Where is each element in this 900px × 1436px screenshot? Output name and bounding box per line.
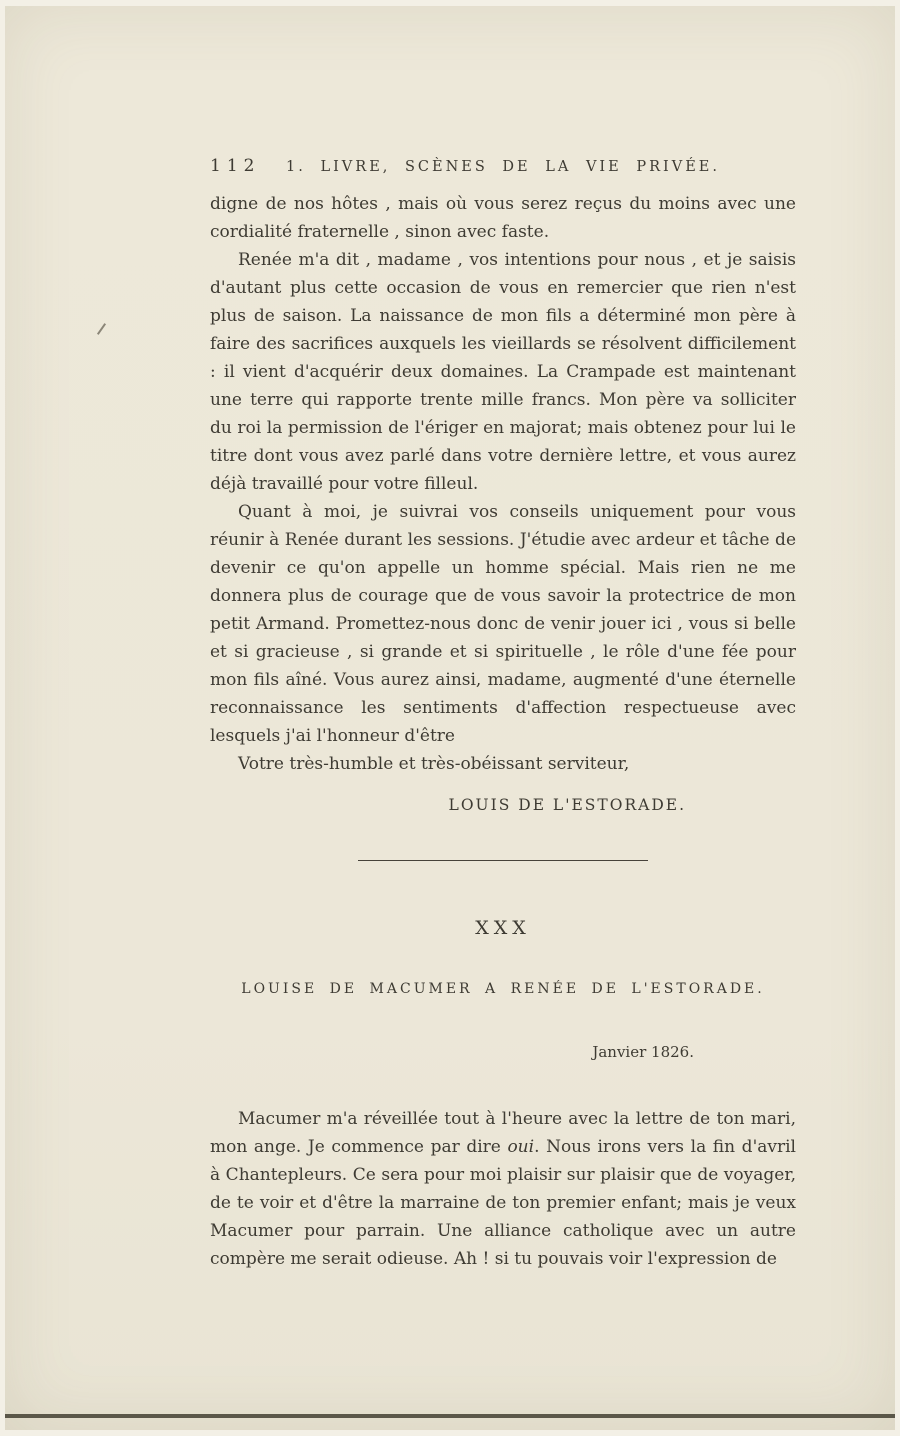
book-page-scan	[5, 6, 895, 1430]
section-divider	[358, 860, 648, 861]
paragraph: Quant à moi, je suivrai vos conseils uniquement pour vous réunir à Renée durant les sessions. J'étudie avec ardeur et tâche de devenir ce qu'on appelle un homme spécial. Mais rien ne me donnera plus de courage que de vous savoir la protectrice de mon petit Armand. Promettez-nous donc de venir jouer ici , vous si belle et si gracieuse , si grande et si spirituelle , le rôle d'une fée pour mon fils aîné. Vous aurez ainsi, madame, augmenté d'une éternelle reconnaissance les sentiments d'affection respectueuse avec lesquels j'ai l'honneur d'être	[210, 502, 796, 746]
running-title: 1. LIVRE, SCÈNES DE LA VIE PRIVÉE.	[286, 159, 720, 175]
letter-signature: LOUIS DE L'ESTORADE.	[448, 796, 686, 814]
paragraph-text: . Nous irons vers la fin d'avril à Chantepleurs. Ce sera pour moi plaisir sur plaisir que de voyager, de te voir et d'être la marraine de ton premier enfant; mais je veux Macumer pour parrain. Une alliance catholique avec un autre compère me serait odieuse. Ah ! si tu pouvais voir l'expression de	[210, 1137, 796, 1269]
page-content	[210, 156, 796, 1273]
paragraph: Renée m'a dit , madame , vos intentions pour nous , et je saisis d'autant plus cette occasion de vous en remercier que rien n'est plus de saison. La naissance de mon fils a déterminé mon père à faire des sacrifices auxquels les vieillards se résolvent difficilement : il vient d'acquérir deux domaines. La Crampade est maintenant une terre qui rapporte trente mille francs. Mon père va solliciter du roi la permission de l'ériger en majorat; mais obtenez pour lui le titre dont vous avez parlé dans votre dernière lettre, et vous aurez déjà travaillé pour votre filleul.	[210, 250, 796, 494]
paragraph	[210, 1105, 796, 1273]
letter-closing: Votre très-humble et très-obéissant serviteur,	[238, 754, 630, 774]
section-number: XXX	[475, 917, 531, 939]
page-header	[210, 156, 796, 178]
letter-date: Janvier 1826.	[592, 1043, 694, 1061]
section-title: LOUISE DE MACUMER A RENÉE DE L'ESTORADE.	[241, 981, 765, 997]
margin-mark	[97, 323, 106, 335]
paragraph-text: Macumer m'a réveillée tout à l'heure avec la lettre de ton mari, mon ange. Je commence par dire	[210, 1109, 796, 1157]
page-bottom-edge	[5, 1414, 895, 1418]
italic-word: oui	[507, 1137, 535, 1157]
page-number: 112	[210, 156, 261, 176]
paragraph-continuation: digne de nos hôtes , mais où vous serez reçus du moins avec une cordialité fraternelle , sinon avec faste.	[210, 194, 796, 242]
